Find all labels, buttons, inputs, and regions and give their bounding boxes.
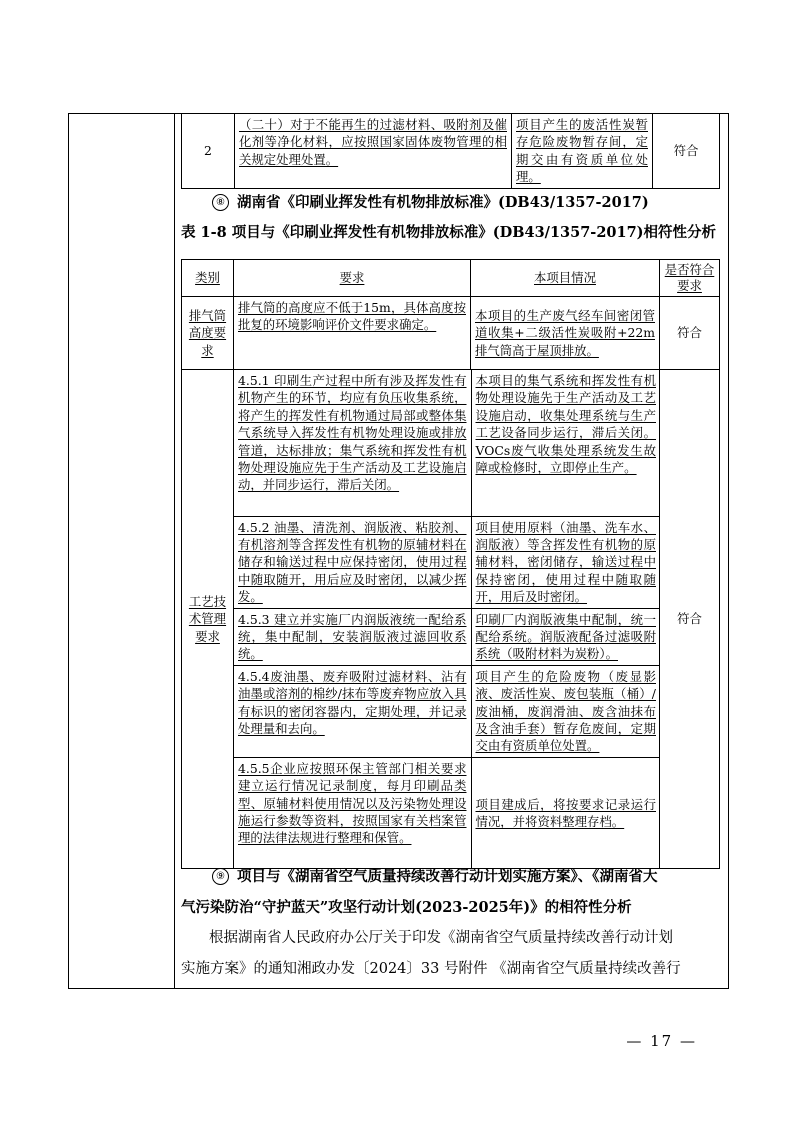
process-item-4 xyxy=(234,665,660,757)
header-project: 本项目情况 xyxy=(534,270,596,286)
section8-marker: ⑧ xyxy=(212,194,229,211)
table18-header-row xyxy=(182,260,720,297)
header-category: 类别 xyxy=(195,270,220,286)
top-table-project: 项目产生的废活性炭暂存危险废物暂存间，定期交由有资质单位处理。 xyxy=(516,117,648,185)
item5-project: 项目建成后，将按要求记录运行情况，并将资料整理存档。 xyxy=(475,796,656,830)
page-number: — 17 — xyxy=(626,1032,697,1050)
item4-project: 项目产生的危险废物（废显影液、废活性炭、废包装瓶（桶）/废油桶，废润滑油、废含油抹布及含油手套）暂存危废间，定期交由有资质单位处置。 xyxy=(475,668,656,754)
item2-requirement: 4.5.2 油墨、清洗剂、润版液、粘胶剂、有机溶剂等含挥发性有机物的原辅材料在储存和输送过程中应保持密闭，使用过程中随取随开，用后应及时密闭，以减少挥发。 xyxy=(238,519,467,605)
row2-conform: 符合 xyxy=(660,370,720,869)
top-table-result: 符合 xyxy=(653,114,720,189)
section9-heading-line1 xyxy=(212,865,658,886)
top-table-row xyxy=(182,114,720,189)
header-requirement: 要求 xyxy=(339,270,365,286)
header-conform: 是否符合要求 xyxy=(664,262,715,293)
section9-marker: ⑨ xyxy=(212,868,229,885)
section9-heading-line2: 气污染防治“守护蓝天”攻坚行动计划(2023-2025年)》的相符性分析 xyxy=(181,899,632,916)
row1-category: 排气筒高度要求 xyxy=(188,307,227,358)
section9-title-line1: 项目与《湖南省空气质量持续改善行动计划实施方案》、《湖南省大 xyxy=(237,868,658,885)
row1-requirement: 排气筒的高度应不低于15m，具体高度按批复的环境影响评价文件要求确定。 xyxy=(238,300,466,333)
frame-left-column-divider xyxy=(174,113,175,989)
table18 xyxy=(181,259,720,869)
section8-title: 湖南省《印刷业挥发性有机物排放标准》(DB43/1357-2017) xyxy=(237,194,649,211)
row1-project: 本项目的生产废气经车间密闭管道收集+二级活性炭吸附+22m排气筒高于屋顶排放。 xyxy=(475,307,655,358)
process-item-1 xyxy=(234,370,660,516)
table18-caption: 表 1-8 项目与《印刷业挥发性有机物排放标准》(DB43/1357-2017)相符性分析 xyxy=(181,224,717,241)
paragraph-line2: 实施方案》的通知湘政办发〔2024〕33 号附件 《湖南省空气质量持续改善行 xyxy=(181,961,681,977)
top-table-num: 2 xyxy=(182,114,235,189)
process-items xyxy=(234,370,660,868)
paragraph-line1: 根据湖南省人民政府办公厅关于印发《湖南省空气质量持续改善行动计划 xyxy=(209,930,673,946)
item5-requirement: 4.5.5企业应按照环保主管部门相关要求建立运行情况记录制度，每月印刷品类型、原辅材料使用情况以及污染物处理设施运行参数等资料，按照国家有关档案管理的法律法规进行整理和保管。 xyxy=(238,760,467,846)
item1-project: 本项目的集气系统和挥发性有机物处理设施先于生产活动及工艺设施启动，收集处理系统与生产工艺设备同步运行，滞后关闭。VOCs废气收集处理系统发生故障或检修时，立即停止生产。 xyxy=(475,373,656,476)
top-table-requirement: （二十）对于不能再生的过滤材料、吸附剂及催化剂等净化材料，应按照国家固体废物管理的相关规定处理处置。 xyxy=(239,117,507,167)
table18-row-stack-height xyxy=(182,297,720,370)
section8-heading xyxy=(212,191,649,212)
top-table xyxy=(181,113,720,189)
process-item-2 xyxy=(234,516,660,608)
item4-requirement: 4.5.4废油墨、废弃吸附过滤材料、沾有油墨或溶剂的棉纱/抹布等废弃物应放入具有标识的密闭容器内，定期处理，并记录处理量和去向。 xyxy=(238,668,467,736)
process-item-3 xyxy=(234,608,660,665)
process-item-5 xyxy=(234,757,660,868)
item3-requirement: 4.5.3 建立并实施厂内润版液统一配给系统，集中配制，安装润版液过滤回收系统。 xyxy=(238,611,467,662)
item3-project: 印刷厂内润版液集中配制，统一配给系统。润版液配备过滤吸附系统（吸附材料为炭粉）。 xyxy=(475,611,656,662)
item2-project: 项目使用原料（油墨、洗车水、润版液）等含挥发性有机物的原辅材料，密闭储存，输送过程中保持密闭，使用过程中随取随开，用后及时密闭。 xyxy=(475,519,656,605)
item1-requirement: 4.5.1 印刷生产过程中所有涉及挥发性有机物产生的环节，均应有负压收集系统，将产生的挥发性有机物通过局部或整体集气系统导入挥发性有机物处理设施或排放管道，达标排放；集气系统和挥发性有机物处理设施应先于生产活动及工艺设施启动，并同步运行，滞后关闭。 xyxy=(238,373,467,493)
row1-conform: 符合 xyxy=(660,297,720,370)
table18-row-process xyxy=(182,370,720,869)
row2-category: 工艺技术管理要求 xyxy=(188,594,227,644)
